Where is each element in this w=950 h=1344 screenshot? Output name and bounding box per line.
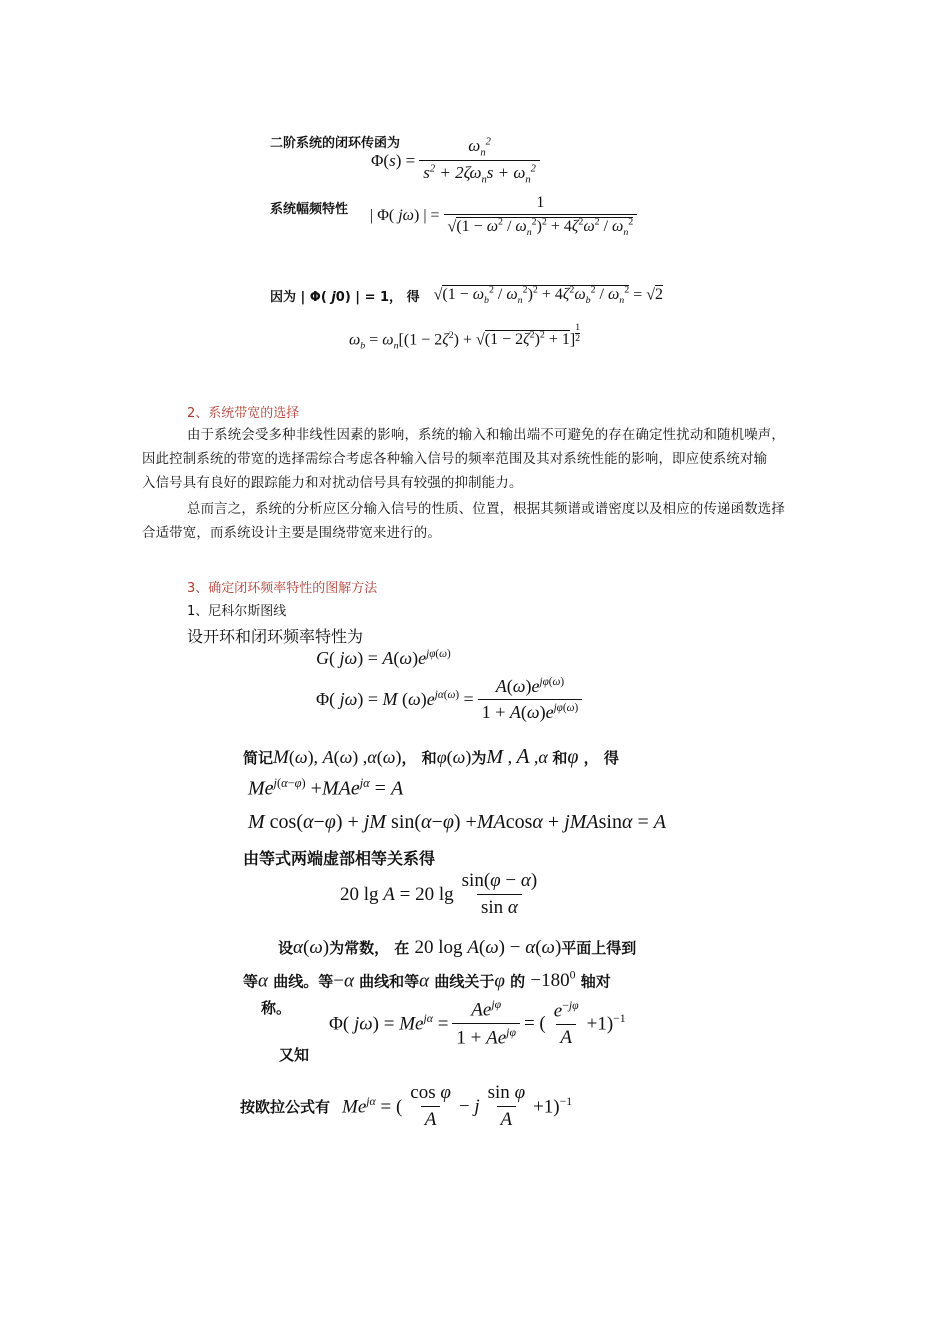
paragraph-line: 因此控制系统的带宽的选择需综合考虑各种输入信号的频率范围及其对系统性能的影响，即应使系统对输 — [142, 452, 768, 467]
paragraph-line: 入信号具有良好的跟踪能力和对扰动信号具有较强的抑制能力。 — [142, 476, 523, 491]
section-heading-graphical-method: 3、确定闭环频率特性的图解方法 — [187, 581, 378, 596]
line-abbreviation: 简记M(ω), A(ω) ,α(ω)， 和φ(ω)为M , A ,α 和φ ， 得 — [243, 744, 619, 768]
fraction-denominator: $s^2 + 2\zeta\omega_ns + \omega_n^2$ — [419, 160, 540, 185]
paragraph-bandwidth-2 — [142, 498, 822, 546]
fraction-numerator: $\omega_n^2$ — [468, 136, 491, 159]
paragraph-line: 等α 曲线。等−α 曲线和等α 曲线关于φ 的 $-180^0$ 轴对 — [243, 969, 611, 992]
line-because — [270, 285, 663, 307]
fraction-magnitude: $\frac{1}{√(1 - \omega^2 / \omega_n^2)^2 + 4\zeta^2\omega^2 / \omega_n^2}$ — [444, 194, 638, 239]
label-euler: 按欧拉公式有 — [240, 1098, 331, 1116]
equation-me2: M cos(α−φ) + jM sin(α−φ) +MAcosα + jMAsinα = A — [248, 811, 666, 833]
fraction-phi-jw: $\frac{A(\omega)e^{j\varphi(\omega)}}{1 + A(\omega)e^{j\varphi(\omega)}}$ — [478, 676, 582, 723]
fraction-phi2-a: $\frac{Ae^{j\varphi}}{1 + Ae^{j\varphi}}$ — [452, 998, 520, 1050]
section-heading-bandwidth: 2、系统带宽的选择 — [187, 406, 300, 421]
equation-g-jw: G( $j\omega) = A(\omega)e^{j\varphi(\omega)}$ — [316, 648, 451, 668]
equation-me1: $Me^{j(\alpha-\varphi)} +MAe^{j\alpha} = A$ — [248, 776, 404, 800]
equation-euler: $Me^{j\alpha}$ = ( $\frac{\text{cos φ}}{A}$ − j $\frac{\text{sin φ}}{A}$ +1)$^{-1}$ — [342, 1082, 573, 1130]
fraction-euler-cos: $\frac{\text{cos φ}}{A}$ — [410, 1082, 451, 1130]
paragraph-line: 合适带宽，而系统设计主要是围绕带宽来进行的。 — [142, 526, 441, 541]
label-because: 因为 | Φ( j0) | = 1， 得 — [270, 290, 420, 306]
fraction-phi-s — [419, 136, 540, 186]
paragraph-line: 总而言之，系统的分析应区分输入信号的性质、位置，根据其频谱或谱密度以及相应的传递函数选择 — [187, 502, 785, 517]
paragraph-line: 称。 — [261, 999, 292, 1018]
label-closed-loop-transfer: 二阶系统的闭环传函为 — [270, 136, 401, 151]
label-imaginary-equal: 由等式两端虚部相等关系得 — [243, 849, 436, 868]
fraction-euler-sin: $\frac{\text{sin φ}}{A}$ — [487, 1082, 526, 1130]
equation-phi-jw: Φ( jω) = M $(\omega)e^{j\alpha(\omega)}$ = $\frac{A(\omega)e^{j\varphi(\omega)}}{1 + A(\omega)e^{j\varphi(\omega)}}$ — [316, 676, 586, 723]
paragraph-line: 由于系统会受多种非线性因素的影响，系统的输入和输出端不可避免的存在确定性扰动和随机噪声， — [187, 428, 785, 443]
fraction-20lg: $\frac{\sin(\varphi - \alpha)}{\text{sin α}}$ — [461, 870, 538, 918]
equation-phi-s-lhs: Φ(s) = — [371, 150, 416, 170]
intro-open-closed-loop: 设开环和闭环频率特性为 — [187, 627, 364, 646]
paragraph-bandwidth-1 — [142, 424, 822, 496]
paragraph-line: 设α(ω)为常数， 在 20 log A(ω) − α(ω)平面上得到 — [278, 937, 637, 958]
subheading-nichols: 1、尼科尔斯图线 — [187, 604, 287, 619]
equation-magnitude: | Φ( jω) | = $\frac{1}{√(1 - \omega^2 / \omega_n^2)^2 + 4\zeta^2\omega^2 / \omega_n^2}$ — [370, 194, 641, 239]
equation-phi2: Φ( $j\omega) = Me^{j\alpha}$ = $\frac{Ae^{j\varphi}}{1 + Ae^{j\varphi}}$ = ( $\frac{e^{-j\varphi}}{A}$ +1)$^{-1}$ — [329, 998, 626, 1049]
equation-20lg: 20 lg A = 20 lg $\frac{\sin(\varphi - \alpha)}{\text{sin α}}$ — [340, 870, 545, 919]
equation-bandwidth-sqrt: $√(1 - \omega_b^2 / \omega_n^2)^2 + 4\zeta^2\omega_b^2 / \omega_n^2 = √2$ — [433, 285, 663, 307]
equation-omega-b: $\omega_b = \omega_n[(1 - 2\zeta^2) + √(1 - 2\zeta^2)^2 + 1]$ $^{\frac{1}{2}}$ — [349, 322, 581, 352]
label-also-know: 又知 — [279, 1046, 310, 1064]
equation-phi-s — [371, 136, 544, 186]
line-euler — [240, 1082, 572, 1131]
label-magnitude-characteristic: 系统幅频特性 — [270, 202, 349, 217]
fraction-phi2-b: $\frac{e^{-j\varphi}}{A}$ — [553, 998, 579, 1048]
